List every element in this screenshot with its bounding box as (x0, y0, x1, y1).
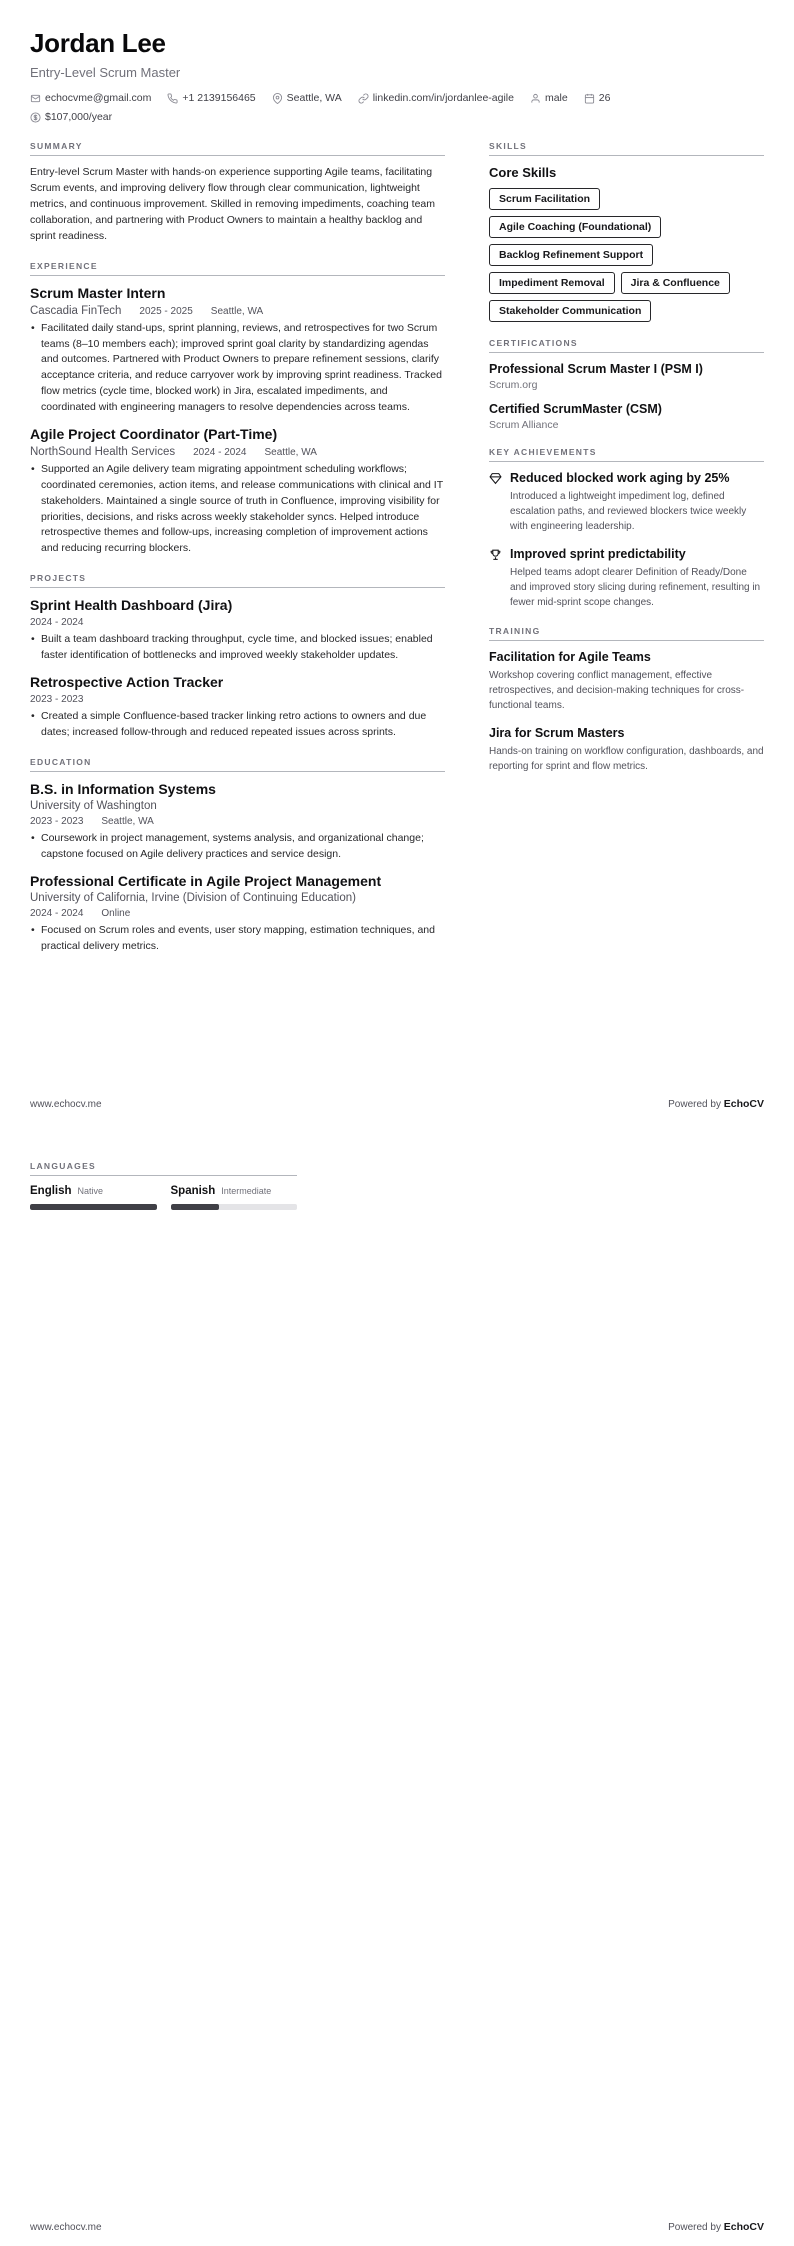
section-projects (30, 573, 445, 741)
certification-item (489, 362, 764, 391)
footer-powered (668, 1098, 764, 1110)
location-icon (272, 93, 283, 104)
section-experience (30, 261, 445, 557)
languages-grid (30, 1185, 297, 1210)
skill-pill: Scrum Facilitation (489, 188, 600, 210)
projects-heading: PROJECTS (30, 573, 445, 588)
certifications-heading: CERTIFICATIONS (489, 338, 764, 353)
experience-bullet: • Facilitated daily stand-ups, sprint planning, reviews, and retrospectives for two Scrum teams (8–10 members each); improved sprint goal clarity by standardizing agendas and outcomes. Partnered with Product Owners to prepare refinement sessions, clarify acceptance criteria, and reduce carryover work by improving sprint readiness. Tracked flow metrics (cycle time, blocked work) in Jira, escalated impediments, and coordinated with engineering managers to resolve dependencies across teams. (30, 321, 445, 416)
contact-age (584, 92, 611, 104)
achievements-heading: KEY ACHIEVEMENTS (489, 447, 764, 462)
footer-powered-prefix: Powered by (668, 2222, 721, 2233)
training-item (489, 650, 764, 713)
language-proficiency-bar (30, 1204, 157, 1210)
section-languages (30, 1161, 297, 1210)
gem-icon (489, 471, 502, 534)
achievement-description: Introduced a lightweight impediment log, defined escalation paths, and reviewed blockers twice weekly with engineering leadership. (510, 491, 747, 532)
resume-columns (30, 141, 764, 971)
section-certifications (489, 338, 764, 431)
experience-bullets (30, 321, 445, 416)
footer-powered (668, 2221, 764, 2233)
project-title: Sprint Health Dashboard (Jira) (30, 596, 233, 613)
left-column (30, 141, 445, 971)
certification-item (489, 402, 764, 431)
experience-bullets (30, 462, 445, 557)
person-icon (530, 93, 541, 104)
training-heading: TRAINING (489, 626, 764, 641)
education-bullets (30, 923, 445, 955)
experience-meta (30, 305, 445, 317)
calendar-icon (584, 93, 595, 104)
education-dates: 2023 - 2023 (30, 815, 84, 827)
language-level: Native (77, 1186, 104, 1196)
experience-dates: 2025 - 2025 (139, 305, 193, 317)
education-entry (30, 873, 445, 955)
footer-powered-prefix: Powered by (668, 1099, 721, 1110)
link-icon (358, 93, 369, 104)
section-summary (30, 141, 445, 245)
education-bullets (30, 831, 445, 863)
language-item (30, 1185, 157, 1210)
skill-pill: Backlog Refinement Support (489, 244, 653, 266)
language-proficiency-fill (171, 1204, 219, 1210)
candidate-name: Jordan Lee (30, 28, 166, 58)
contact-email[interactable] (30, 92, 151, 104)
salary-icon (30, 112, 41, 123)
contact-row-1 (30, 92, 764, 104)
page-footer (30, 2221, 764, 2233)
experience-company: NorthSound Health Services (30, 446, 176, 459)
education-school: University of Washington (30, 799, 157, 812)
skill-pill: Impediment Removal (489, 272, 615, 294)
certification-issuer: Scrum Alliance (489, 419, 559, 431)
experience-dates: 2024 - 2024 (193, 447, 247, 459)
education-meta (30, 908, 445, 919)
resume-page-2 (0, 1123, 794, 2246)
achievement-content (510, 471, 764, 534)
language-head (171, 1185, 298, 1197)
page-footer (30, 1098, 764, 1110)
training-title: Jira for Scrum Masters (489, 726, 625, 740)
experience-location: Seattle, WA (210, 305, 264, 317)
resume-header (30, 28, 764, 123)
experience-title: Scrum Master Intern (30, 284, 166, 301)
project-entry (30, 597, 445, 664)
experience-entry (30, 426, 445, 557)
contact-location-text: Seattle, WA (286, 92, 342, 104)
education-meta (30, 816, 445, 827)
achievement-item (489, 471, 764, 534)
language-name: Spanish (170, 1185, 216, 1197)
project-meta (30, 617, 445, 628)
education-bullet: • Coursework in project management, systems analysis, and organizational change; capstone focused on Agile delivery practices and service design. (30, 831, 445, 863)
contact-gender (530, 92, 568, 104)
achievement-content (510, 547, 764, 610)
experience-company: Cascadia FinTech (30, 304, 122, 317)
project-title: Retrospective Action Tracker (30, 674, 224, 691)
education-bullet: • Focused on Scrum roles and events, user story mapping, estimation techniques, and practical delivery metrics. (30, 923, 445, 955)
experience-heading: EXPERIENCE (30, 261, 445, 276)
language-item (171, 1185, 298, 1210)
education-school: University of California, Irvine (Division of Continuing Education) (30, 892, 356, 905)
contact-age-text: 26 (598, 92, 611, 104)
training-description: Hands-on training on workflow configuration, dashboards, and reporting for sprint and flow metrics. (489, 746, 764, 772)
skill-pills (489, 188, 764, 322)
project-dates: 2024 - 2024 (30, 616, 84, 628)
contact-phone (167, 92, 255, 104)
footer-site-link[interactable]: www.echocv.me (30, 2222, 102, 2233)
language-level: Intermediate (221, 1186, 272, 1196)
project-bullets (30, 632, 445, 664)
language-proficiency-fill (30, 1204, 157, 1210)
certification-issuer: Scrum.org (489, 379, 538, 391)
language-name: English (30, 1185, 72, 1197)
project-bullets (30, 709, 445, 741)
language-head (30, 1185, 157, 1197)
contact-salary-text: $107,000/year (45, 111, 113, 123)
contact-linkedin-text: linkedin.com/in/jordanlee-agile (372, 92, 514, 104)
skill-pill: Agile Coaching (Foundational) (489, 216, 661, 238)
language-proficiency-bar (171, 1204, 298, 1210)
email-icon (30, 93, 41, 104)
contact-salary (30, 111, 112, 123)
skill-pill: Stakeholder Communication (489, 300, 651, 322)
footer-brand-link[interactable]: EchoCV (723, 1098, 764, 1110)
experience-meta (30, 446, 445, 458)
experience-title: Agile Project Coordinator (Part-Time) (30, 426, 278, 443)
training-title: Facilitation for Agile Teams (489, 650, 651, 664)
education-degree: B.S. in Information Systems (30, 780, 216, 797)
languages-heading: LANGUAGES (30, 1161, 297, 1176)
contact-phone-text: +1 2139156465 (182, 92, 256, 104)
contact-location (272, 92, 342, 104)
skills-heading: SKILLS (489, 141, 764, 156)
experience-entry (30, 285, 445, 416)
summary-text: Entry-level Scrum Master with hands-on experience supporting Agile teams, facilitating Scrum events, and improving delivery flow through clear communication, lightweight metrics, and continuous improvement. Skilled in removing impediments, coaching team collaboration, and partnering with Product Owners to maintain a healthy backlog and sprint readiness. (30, 166, 436, 242)
education-degree: Professional Certificate in Agile Project Management (30, 873, 382, 890)
education-location: Online (101, 908, 131, 920)
education-entry (30, 781, 445, 863)
achievement-item (489, 547, 764, 610)
footer-brand-link[interactable]: EchoCV (723, 2221, 764, 2233)
training-item (489, 726, 764, 774)
achievement-title: Improved sprint predictability (510, 547, 686, 561)
contact-gender-text: male (544, 92, 568, 104)
contact-linkedin[interactable] (358, 92, 514, 104)
experience-bullet: • Supported an Agile delivery team migrating appointment scheduling workflows; coordinated ceremonies, action items, and release communications with clinical and IT stakeholders. Maintained a single source of truth in Confluence, improving visibility for priorities, decisions, and risks across weekly stakeholder syncs. Helped introduce retrospective themes and follow-ups, increasing completion of improvement actions and reducing recurring blockers. (30, 462, 445, 557)
achievement-title: Reduced blocked work aging by 25% (510, 471, 730, 485)
project-entry (30, 674, 445, 741)
section-key-achievements (489, 447, 764, 610)
trophy-icon (489, 547, 502, 610)
education-heading: EDUCATION (30, 757, 445, 772)
candidate-job-title: Entry-Level Scrum Master (30, 65, 181, 80)
certification-name: Professional Scrum Master I (PSM I) (489, 362, 703, 376)
experience-location: Seattle, WA (264, 447, 317, 459)
contact-email-text: echocvme@gmail.com (45, 92, 152, 104)
section-training (489, 626, 764, 774)
skill-pill: Jira & Confluence (621, 272, 730, 294)
contact-row-2 (30, 111, 764, 123)
training-description: Workshop covering conflict management, effective retrospectives, and decision-making techniques for cross-functional teams. (489, 670, 745, 711)
phone-icon (167, 93, 178, 104)
project-bullet: • Built a team dashboard tracking throughput, cycle time, and blocked issues; enabled faster identification of bottlenecks and improved weekly stakeholder updates. (30, 632, 445, 664)
project-meta (30, 694, 445, 705)
project-dates: 2023 - 2023 (30, 694, 84, 706)
certification-name: Certified ScrumMaster (CSM) (489, 402, 662, 416)
achievement-description: Helped teams adopt clearer Definition of Ready/Done and improved story slicing during refinement, resulting in fewer mid-sprint scope changes. (510, 567, 761, 608)
summary-heading: SUMMARY (30, 141, 445, 156)
footer-site-link[interactable]: www.echocv.me (30, 1099, 102, 1110)
project-bullet: • Created a simple Confluence-based tracker linking retro actions to owners and due dates; increased follow-through and reduced repeated issues across sprints. (30, 709, 445, 741)
section-education (30, 757, 445, 955)
right-column (489, 141, 764, 971)
skills-group-title: Core Skills (489, 165, 557, 180)
section-skills (489, 141, 764, 322)
education-dates: 2024 - 2024 (30, 908, 84, 920)
education-location: Seattle, WA (101, 815, 154, 827)
